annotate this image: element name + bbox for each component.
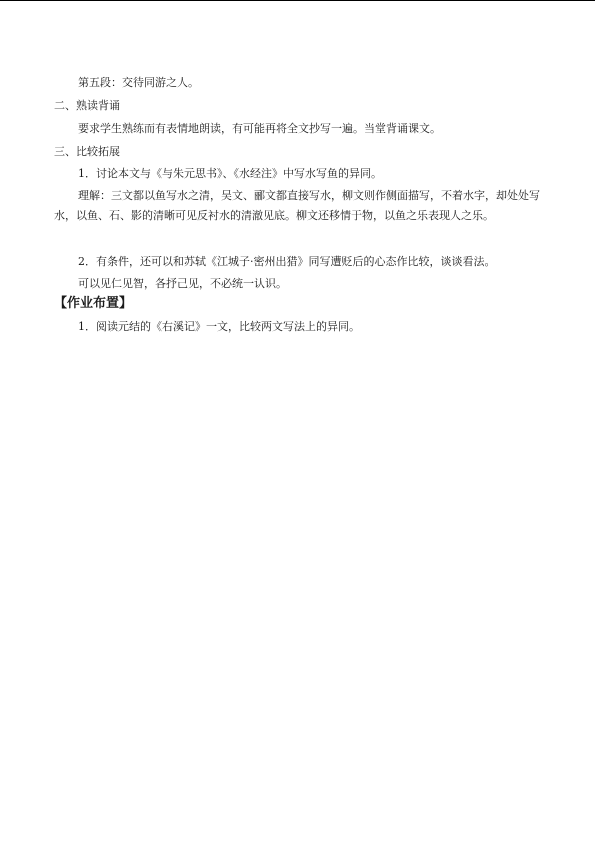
- homework-heading: 【作业布置】: [54, 296, 133, 311]
- section-heading-recite: 二、熟读背诵: [54, 99, 120, 112]
- text-line-section5: 第五段：交待同游之人。: [78, 76, 199, 89]
- text-line-discussion-2: 2．有条件，还可以和苏轼《江城子·密州出猎》同写遭贬后的心态作比较，谈谈看法。: [78, 255, 496, 268]
- text-line-homework-1: 1．阅读元结的《右溪记》一文，比较两文写法上的异同。: [78, 320, 360, 333]
- text-line-recite-requirement: 要求学生熟练而有表情地朗读，有可能再将全文抄写一遍。当堂背诵课文。: [78, 122, 441, 135]
- text-line-discussion-1: 1．讨论本文与《与朱元思书》、《水经注》中写水写鱼的异同。: [78, 167, 382, 180]
- header-rule: [0, 0, 595, 1]
- paragraph-understanding: 理解：三文都以鱼写水之清，吴文、郦文都直接写水，柳文则作侧面描写，不着水字，却处处写水，以鱼、石、影的清晰可见反衬水的清澈见底。柳文还移情于物，以鱼之乐表现人之乐。: [54, 189, 540, 222]
- text-line-opinion: 可以见仁见智，各抒己见，不必统一认识。: [78, 277, 287, 290]
- section-heading-compare: 三、比较拓展: [54, 145, 120, 158]
